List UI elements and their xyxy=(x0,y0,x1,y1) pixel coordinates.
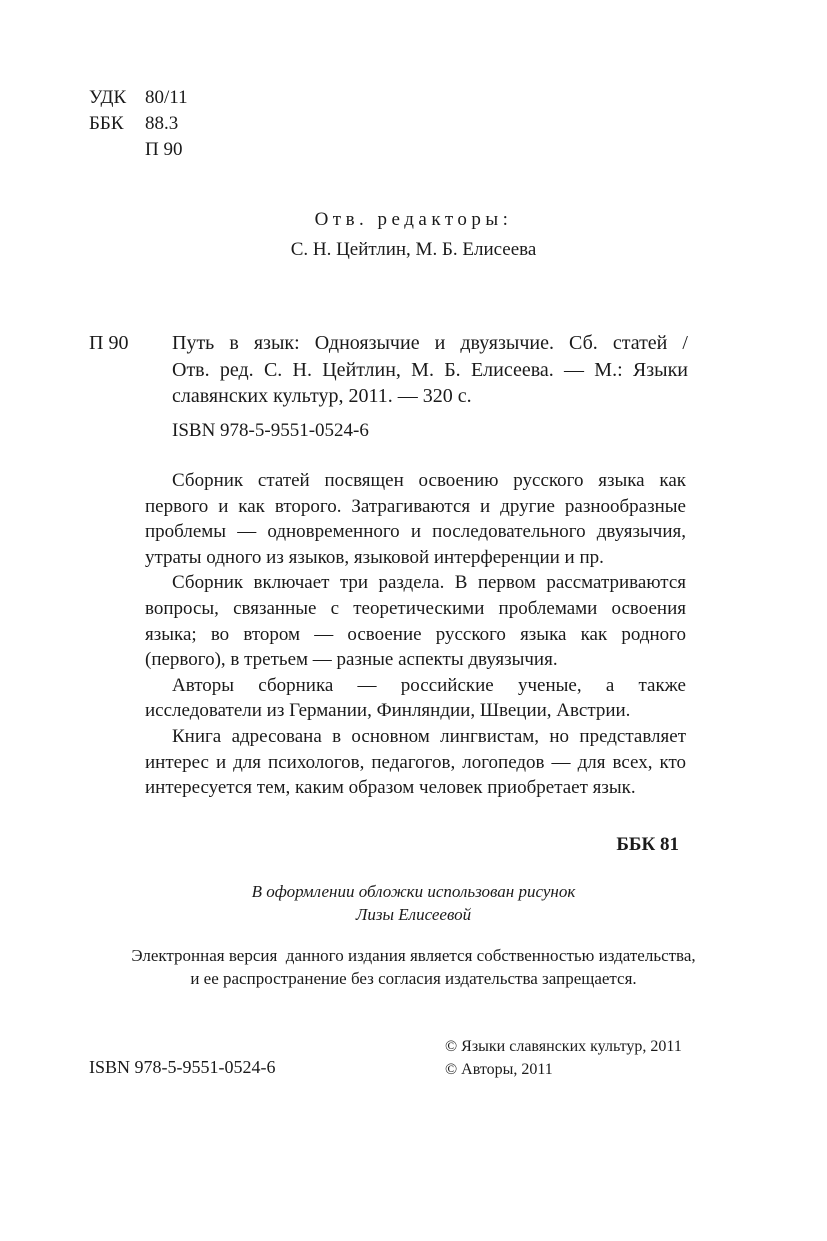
copyright-authors: © Авторы, 2011 xyxy=(445,1061,553,1078)
cover-credit xyxy=(0,880,827,926)
cip-code: П 90 xyxy=(89,332,129,354)
bbk-row xyxy=(89,111,188,137)
bbk-value: 88.3 xyxy=(145,113,179,134)
electronic-notice xyxy=(0,944,827,990)
copyrights xyxy=(445,1035,682,1081)
copyright-publisher: © Языки славянских культур, 2011 xyxy=(445,1038,682,1055)
isbn-bottom: ISBN 978-5-9551-0524-6 xyxy=(89,1057,276,1077)
bbk-label: ББК xyxy=(89,113,124,134)
editors-names: С. Н. Цейтлин, М. Б. Елисеева xyxy=(290,239,537,260)
udk-value: 80/11 xyxy=(145,87,188,108)
abstract xyxy=(145,468,686,801)
bbk-code: ББК 81 xyxy=(616,834,679,855)
author-sign: П 90 xyxy=(145,139,183,160)
cover-credit-line: В оформлении обложки использован рисунок xyxy=(251,882,576,901)
cip-line: Путь в язык: Одноязычие и двуязычие. Сб. статей / xyxy=(172,332,688,354)
cover-credit-line: Лизы Елисеевой xyxy=(355,905,472,924)
cip-description xyxy=(172,330,688,410)
abstract-paragraph: Сборник включает три раздела. В первом рассматриваются вопросы, связанные с теоретическими проблемами освоения языка; во втором — освоение русского языка как родного (первого), в третьем — разные аспекты двуязычия. xyxy=(145,572,686,671)
classification-block xyxy=(89,85,188,163)
cip-isbn: ISBN 978-5-9551-0524-6 xyxy=(172,420,369,441)
abstract-paragraph: Книга адресована в основном лингвистам, но представляет интерес и для психологов, педагогов, логопедов — для всех, кто интересуется тем, каким образом человек приобретает язык. xyxy=(145,725,686,799)
electronic-notice-line: Электронная версия данного издания является собственностью издательства, xyxy=(131,946,696,965)
cip-line: Отв. ред. С. Н. Цейтлин, М. Б. Елисеева. — М.: Языки xyxy=(172,358,688,381)
abstract-paragraph: Авторы сборника — российские ученые, а также исследователи из Германии, Финляндии, Швеции, Австрии. xyxy=(145,674,686,722)
udk-row xyxy=(89,85,188,111)
author-sign-row xyxy=(89,137,188,163)
udk-label: УДК xyxy=(89,87,127,108)
electronic-notice-line: и ее распространение без согласия издательства запрещается. xyxy=(190,969,637,988)
editors-label: Отв. редакторы: xyxy=(314,209,513,230)
cip-line: славянских культур, 2011. — 320 с. xyxy=(172,385,472,407)
abstract-paragraph: Сборник статей посвящен освоению русского языка как первого и как второго. Затрагиваются и другие разнообразные проблемы — одновременного и последовательного двуязычия, утраты одного из языков, языковой интерференции и пр. xyxy=(145,470,686,568)
